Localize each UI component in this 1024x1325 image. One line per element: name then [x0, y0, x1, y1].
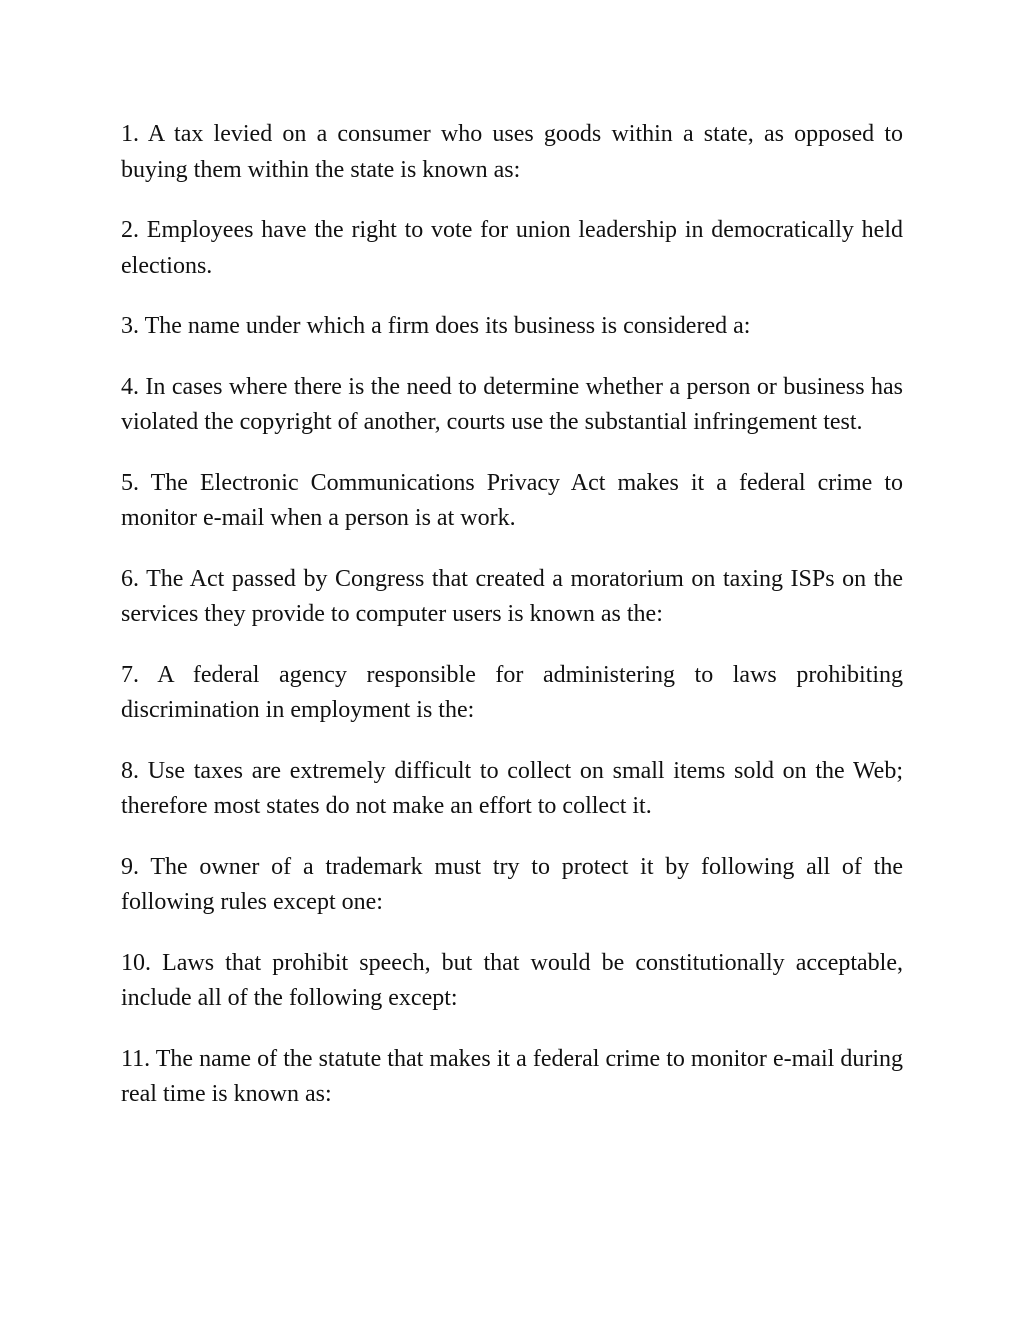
question-8: 8. Use taxes are extremely difficult to collect on small items sold on the Web; therefore most states do not make an effort to collect it.: [121, 757, 903, 819]
question-2: 2. Employees have the right to vote for union leadership in democratically held elections.: [121, 217, 903, 279]
question-3: 3. The name under which a firm does its business is considered a:: [121, 313, 751, 339]
question-5: 5. The Electronic Communications Privacy Act makes it a federal crime to monitor e-mail when a person is at work.: [121, 469, 903, 531]
question-11: 11. The name of the statute that makes it a federal crime to monitor e-mail during real time is known as:: [121, 1045, 903, 1107]
question-list: [121, 117, 903, 1138]
question-9: 9. The owner of a trademark must try to protect it by following all of the following rules except one:: [121, 853, 903, 915]
question-10: 10. Laws that prohibit speech, but that would be constitutionally acceptable, include all of the following except:: [121, 949, 903, 1011]
question-7: 7. A federal agency responsible for administering to laws prohibiting discrimination in employment is the:: [121, 661, 903, 723]
question-1: 1. A tax levied on a consumer who uses goods within a state, as opposed to buying them within the state is known as:: [121, 121, 903, 183]
question-4: 4. In cases where there is the need to determine whether a person or business has violated the copyright of another, courts use the substantial infringement test.: [121, 373, 903, 435]
question-6: 6. The Act passed by Congress that created a moratorium on taxing ISPs on the services they provide to computer users is known as the:: [121, 565, 903, 627]
